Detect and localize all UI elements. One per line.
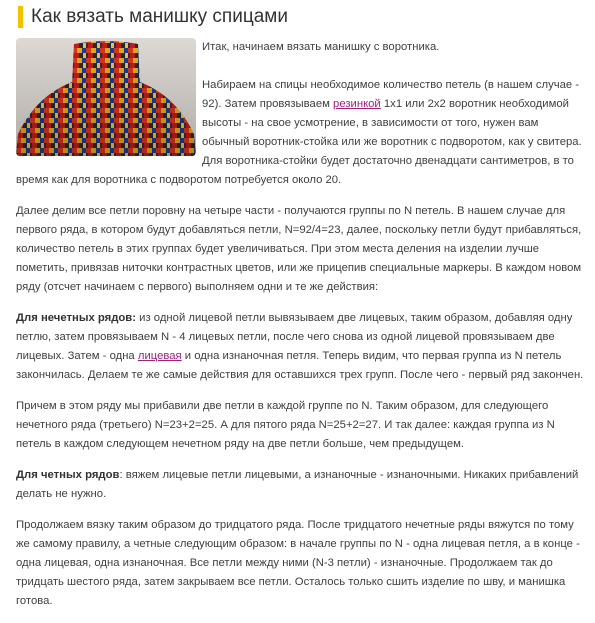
even-rows-heading: Для четных рядов <box>16 469 120 481</box>
article-body <box>16 38 586 623</box>
even-rows-text: : вяжем лицевые петли лицевыми, а изнаночные - изнаночными. Никаких прибавлений делать не нужно. <box>16 469 579 500</box>
article-title: Как вязать манишку спицами <box>31 6 288 27</box>
knitted-dickey-photo <box>16 38 196 156</box>
odd-rows-text-1: из одной лицевой петли вывязываем две лицевых, таким образом, добавляя одну петлю, затем провязываем N - 4 лицевых петли, после чего снова из одной лицевой провязываем две лицевых. Затем - одна <box>16 312 573 362</box>
ribbing-link[interactable]: резинкой <box>333 98 381 110</box>
knit-stitch-link[interactable]: лицевая <box>137 350 182 362</box>
odd-rows-text-2: и одна изнаночная петля. Теперь видим, что первая группа из N петель закончилась. Делаем те же самые действия для оставшихся трех групп. После чего - первый ряд закончен. <box>16 350 584 381</box>
paragraph-divide-groups: Далее делим все петли поровну на четыре части - получаются группы по N петель. В нашем случае для первого ряда, в котором будут добавляться петли, N=92/4=23, далее, поскольку петли будут прибавляться, количество петель в этих группах будет увеличиваться. При этом места деления на изделии лучше пометить, привязав ниточки контрастных цветов, или же прицепив специальные маркеры. В каждом новом ряду (отсчет начинаем с первого) выполняем одни и те же действия: <box>16 205 582 293</box>
article-title-bar <box>18 6 288 28</box>
paragraph-even-rows <box>16 466 586 504</box>
title-accent-bar <box>18 6 23 28</box>
paragraph-odd-rows <box>16 309 586 385</box>
paragraph-cast-on-text-2: 1х1 или 2х2 воротник необходимой высоты - на свое усмотрение, в зависимости от того, нужен вам обычный воротник-стойка или же воротник с подворотом, как у свитера. Для воротника-стойки будет достаточно двенадцати сантиметров, в то время как для воротника с подворотом потребуется около 20. <box>16 98 582 186</box>
odd-rows-heading: Для нечетных рядов: <box>16 312 137 324</box>
paragraph-finish: Продолжаем вязку таким образом до тридцатого ряда. После тридцатого нечетные ряды вяжутся по тому же самому правилу, а четные следующим образом: в начале группы по N - одна лицевая петля, а в конце - одна лицевая, одна изнаночная. Все петли между ними (N-3 петли) - изнаночные. Продолжаем так до тридцать шестого ряда, затем закрываем все петли. Осталось только сшить изделие по шву, и манишка готова. <box>16 519 580 607</box>
paragraph-increase-explanation: Причем в этом ряду мы прибавили две петли в каждой группе по N. Таким образом, для следующего нечетного ряда (третьего) N=23+2=25. А для пятого ряда N=25+2=27. И так далее: каждая группа из N петель в каждом следующем нечетном ряду на две петли больше, чем предыдущем. <box>16 400 555 450</box>
knitted-dickey-image <box>16 38 196 156</box>
intro-paragraph: Итак, начинаем вязать манишку с воротника. <box>202 41 440 53</box>
paragraph-cast-on-text-1: Набираем на спицы необходимое количество петель (в нашем случае - 92). Затем провязываем <box>202 79 580 110</box>
